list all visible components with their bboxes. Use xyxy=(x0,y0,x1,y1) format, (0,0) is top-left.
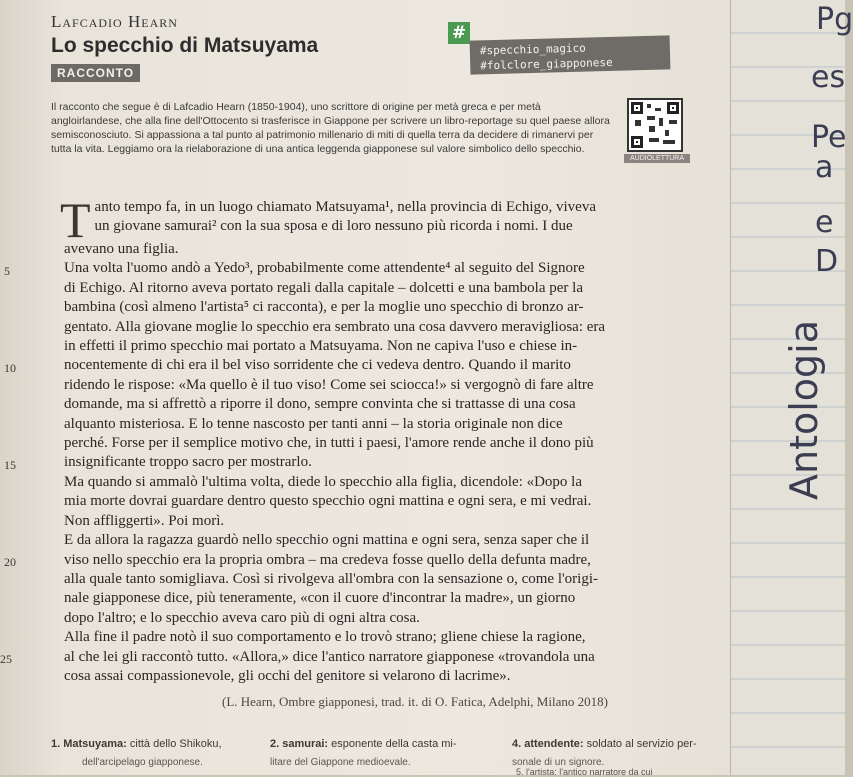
handwritten-note: e xyxy=(815,205,834,240)
story-line: al che lei gli raccontò tutto. «Allora,» dice l'antico narratore giapponese «trovandola una xyxy=(64,648,595,665)
handwritten-note: a xyxy=(815,150,834,185)
story-text xyxy=(60,192,654,686)
handwritten-note: Pe xyxy=(811,120,847,155)
audio-reading-label[interactable]: AUDIOLETTURA xyxy=(624,154,690,163)
story-line: viso nello specchio era la propria ombra – ma credeva fosse quello della defunta madre, xyxy=(64,551,591,568)
footnote-2-cont: litare del Giappone medioevale. xyxy=(270,757,411,768)
story-line: Ma quando si ammalò l'ultima volta, diede lo specchio alla figlia, dicendole: «Dopo la xyxy=(64,473,582,490)
line-number: 25 xyxy=(0,652,12,666)
story-line: alla quale tanto somigliava. Così si rivolgeva all'ombra con la sensazione o, come l'origi- xyxy=(64,570,599,587)
handwritten-note: Pg xyxy=(816,2,853,37)
hashtag-2: #folclore_giapponese xyxy=(480,55,613,73)
story-line: domande, ma si affrettò a riporre il dono, sempre convinta che si trattasse di una cosa xyxy=(64,396,576,413)
story-line: in effetti il primo specchio mai portato a Matsuyama. Non ne capiva l'uso e chiese in- xyxy=(64,338,578,355)
handwritten-vertical-note: Antologia xyxy=(782,320,826,500)
story-line: di Echigo. Al ritorno aveva portato regali dalla capitale – dolcetti e una bambola per la xyxy=(64,279,583,296)
story-lines xyxy=(64,198,654,686)
handwritten-note: es xyxy=(811,60,846,95)
story-line: ridendo le rispose: «Ma quello è il tuo viso! Come sei sciocca!» si vergognò di fare altre xyxy=(64,376,594,393)
footnote-1 xyxy=(51,738,222,750)
footnote-1-cont: dell'arcipelago giapponese. xyxy=(82,757,203,768)
story-line: alquanto misteriosa. E lo tenne nascosto per tanti anni – la storia originale non dice xyxy=(64,415,563,432)
story-line: bambina (così almeno l'artista⁵ ci racconta), e per la moglie uno specchio di bronzo ar- xyxy=(64,299,584,316)
story-title: Lo specchio di Matsuyama xyxy=(51,34,319,57)
story-line: cosa assai compassionevole, gli occhi del genitore si velarono di lacrime». xyxy=(64,667,511,684)
intro-paragraph: Il racconto che segue è di Lafcadio Hearn (1850-1904), uno scrittore di origine per metà greca e per metà angloirlandese, che alla fine dell'Ottocento si trasferisce in Giappone per scrivere un libro-reportage su quel paese allora semisconosciuto. Si appassiona a tal punto al patrimonio millenario di miti di quella terra da decidere di rimanervi per tutta la vita. Leggiamo ora la rielaborazione di una antica leggenda giapponese sul valore simbolico dello specchio. xyxy=(51,101,610,155)
footnote-text: esponente della casta mi- xyxy=(331,738,457,750)
story-line: nocentemente di chi era il bel viso sorridente che ci vedeva dentro. Quando il marito xyxy=(64,357,571,374)
handwritten-note: D xyxy=(815,244,839,279)
author-name: Lafcadio Hearn xyxy=(51,12,178,31)
qr-code-icon[interactable] xyxy=(627,98,683,152)
story-line: Una volta l'uomo andò a Yedo³, probabilmente come attendente⁴ al seguito del Signore xyxy=(64,260,585,277)
footnote-term: 1. Matsuyama: xyxy=(51,738,127,750)
story-line: Alla fine il padre notò il suo comportamento e lo trovò strano; gliene chiese la ragione, xyxy=(64,629,586,646)
hashtag-box xyxy=(470,35,671,74)
story-line: E da allora la ragazza guardò nello specchio ogni mattina e ogni sera, senza saper che il xyxy=(64,532,590,549)
footnote-text: città dello Shikoku, xyxy=(129,738,222,750)
story-line: anto tempo fa, in un luogo chiamato Matsuyama¹, nella provincia di Echigo, viveva xyxy=(94,199,596,215)
footnote-term: 4. attendente: xyxy=(512,738,584,750)
line-number: 5 xyxy=(4,264,10,278)
drop-cap: T xyxy=(60,192,91,248)
footnote-5: 5. l'artista: l'antico narratore da cui xyxy=(516,767,653,777)
story-line: gentato. Alla giovane moglie lo specchio era sembrato una cosa davvero meravigliosa: era xyxy=(64,318,606,335)
story-line: dopo l'altro; e lo specchio aveva caro più di ogni altra cosa. xyxy=(64,609,420,626)
story-line: nale giapponese dice, più teneramente, «con il cuore d'incontrar la madre», un giorno xyxy=(64,590,576,607)
genre-badge: RACCONTO xyxy=(51,64,140,82)
story-line: un giovane samurai² con la sua sposa e di loro nessuno più ricorda i nomi. I due xyxy=(94,218,573,235)
story-line: insignificante troppo sacro per mostrarlo. xyxy=(64,454,312,471)
story-line: perché. Forse per il semplice motivo che, in tutti i paesi, l'amore rende anche il dono più xyxy=(64,435,594,452)
line-number: 15 xyxy=(4,458,16,472)
footnote-term: 2. samurai: xyxy=(270,738,329,750)
footnote-4-cont: sonale di un signore. xyxy=(512,757,605,768)
hashtag-icon: # xyxy=(448,22,470,44)
hashtag-1: #specchio_magico xyxy=(479,41,586,58)
line-number: 10 xyxy=(4,361,16,375)
story-line: Non affliggerti». Poi morì. xyxy=(64,512,225,529)
line-number: 20 xyxy=(4,555,16,569)
story-line: avevano una figlia. xyxy=(64,241,179,257)
story-line: mia morte dovrai guardare dentro questo specchio ogni mattina e ogni sera, e mi vedrai. xyxy=(64,493,592,510)
footnote-text: soldato al servizio per- xyxy=(586,738,697,750)
footnote-4 xyxy=(512,738,697,750)
source-citation: (L. Hearn, Ombre giapponesi, trad. it. di O. Fatica, Adelphi, Milano 2018) xyxy=(222,694,608,709)
footnote-2 xyxy=(270,738,457,750)
